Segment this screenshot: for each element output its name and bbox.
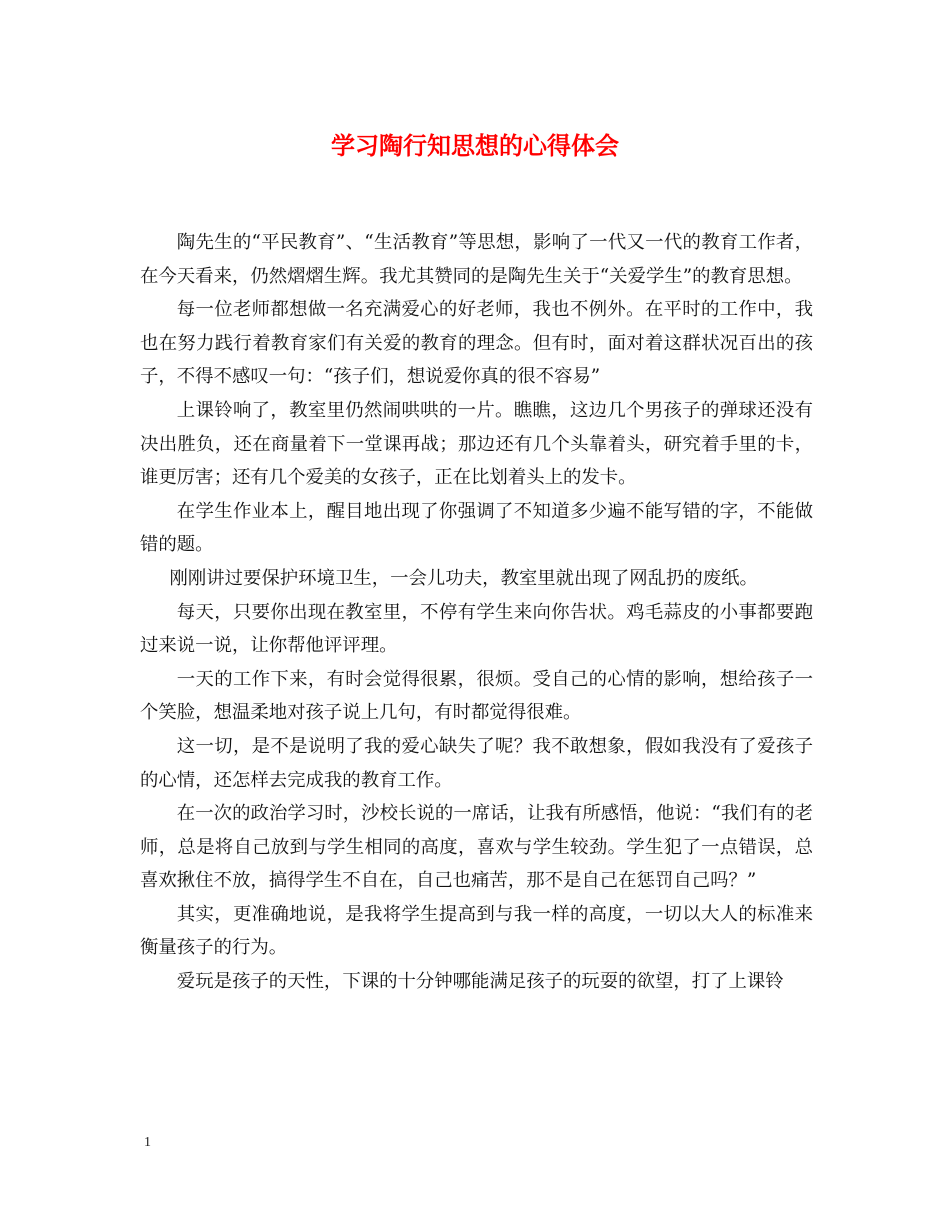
paragraph-6: 每天，只要你出现在教室里，不停有学生来向你告状。鸡毛蒜皮的小事都要跑过来说一说，让你帮他评评理。 [140, 601, 813, 657]
paragraph-11: 爱玩是孩子的天性，下课的十分钟哪能满足孩子的玩耍的欲望，打了上课铃 [176, 971, 784, 993]
page-number: 1 [144, 1135, 151, 1150]
paragraph-10: 其实，更准确地说，是我将学生提高到与我一样的高度，一切以大人的标准来衡量孩子的行为。 [140, 903, 813, 959]
paragraph-7: 一天的工作下来，有时会觉得很累，很烦。受自己的心情的影响，想给孩子一个笑脸，想温柔地对孩子说上几句，有时都觉得很难。 [140, 668, 813, 724]
paragraph-9: 在一次的政治学习时，沙校长说的一席话，让我有所感悟，他说：“我们有的老师，总是将自己放到与学生相同的高度，喜欢与学生较劲。学生犯了一点错误，总喜欢揪住不放，搞得学生不自在，自己也痛苦，那不是自己在惩罚自己吗？” [140, 803, 813, 892]
paragraph-8: 这一切，是不是说明了我的爱心缺失了呢？我不敢想象，假如我没有了爱孩子的心情，还怎样去完成我的教育工作。 [140, 735, 813, 791]
paragraph-1: 陶先生的“平民教育”、“生活教育”等思想，影响了一代又一代的教育工作者，在今天看来，仍然熠熠生辉。我尤其赞同的是陶先生关于“关爱学生”的教育思想。 [140, 232, 813, 287]
document-body [140, 226, 813, 999]
paragraph-5: 刚刚讲过要保护环境卫生，一会儿功夫，教室里就出现了网乱扔的废纸。 [169, 567, 758, 589]
paragraph-3: 上课铃响了，教室里仍然闹哄哄的一片。瞧瞧，这边几个男孩子的弹球还没有决出胜负，还在商量着下一堂课再战；那边还有几个头靠着头，研究着手里的卡，谁更厉害；还有几个爱美的女孩子，正在比划着头上的发卡。 [140, 399, 813, 489]
paragraph-4: 在学生作业本上，醒目地出现了你强调了不知道多少遍不能写错的字，不能做错的题。 [140, 500, 813, 556]
document-title: 学习陶行知思想的心得体会 [331, 131, 619, 160]
paragraph-2: 每一位老师都想做一名充满爱心的好老师，我也不例外。在平时的工作中，我也在努力践行着教育家们有关爱的教育的理念。但有时，面对着这群状况百出的孩子，不得不感叹一句：“孩子们，想说爱你真的很不容易” [140, 299, 813, 388]
